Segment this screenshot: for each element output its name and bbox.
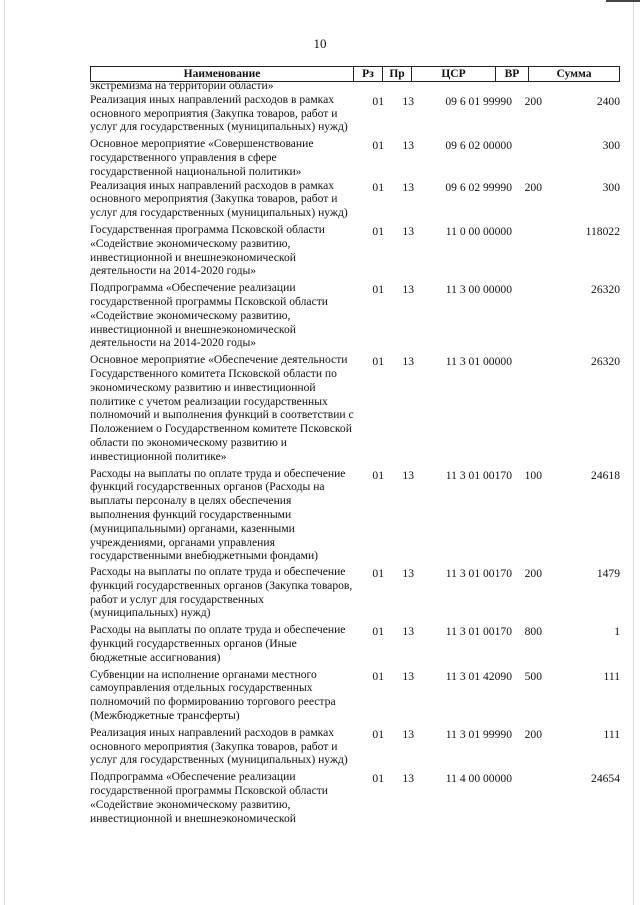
table-row [90, 79, 620, 93]
row-name: Расходы на выплаты по оплате труда и обеспечение функций государственных органов (Закупка товаров, работ и услуг для государственных (муниципальных) нужд) [90, 565, 353, 620]
row-pr: 13 [402, 468, 414, 482]
row-name: Основное мероприятие «Совершенствование государственного управления в сфере государственной национальной политики» [90, 137, 314, 178]
row-vr: 200 [524, 567, 542, 581]
row-pr: 13 [402, 180, 414, 194]
row-name: Государственная программа Псковской области «Содействие экономическому развитию, инвестиционной и внешнеэкономической деятельности на 2014-2020 годы» [90, 222, 325, 278]
table-body [90, 79, 620, 825]
row-sum: 24654 [591, 772, 620, 786]
table-row [90, 223, 620, 278]
scan-mark [606, 0, 640, 2]
row-vr: 200 [524, 727, 542, 741]
row-rz [354, 79, 384, 93]
row-sum: 1479 [596, 567, 620, 581]
row-sum: 1 [614, 625, 620, 639]
row-pr: 13 [402, 669, 414, 683]
header-pr: Пр [383, 67, 412, 81]
row-name: Подпрограмма «Обеспечение реализации государственной программы Псковской области «Содействие экономическому развитию, инвестиционной и внешнеэкономической деятельности на 2014-2020 годы» [90, 281, 328, 350]
row-sum: 118022 [585, 224, 620, 238]
page-number: 10 [313, 36, 327, 51]
table-row [90, 353, 620, 463]
row-csr: 09 6 02 00000 [445, 139, 512, 153]
row-rz: 01 [372, 727, 384, 741]
row-pr: 13 [402, 283, 414, 297]
row-rz: 01 [372, 94, 384, 108]
table-row [90, 623, 620, 664]
header-rz: Рз [354, 67, 383, 81]
row-csr [414, 79, 512, 93]
row-sum: 26320 [591, 283, 620, 297]
row-vr [512, 353, 542, 463]
row-pr: 13 [402, 772, 414, 786]
row-rz: 01 [372, 567, 384, 581]
row-name: Реализация иных направлений расходов в рамках основного мероприятия (Закупка товаров, работ и услуг для государственных (муниципальных) нужд) [90, 178, 348, 220]
table-row [90, 726, 620, 767]
row-csr: 11 3 00 00000 [445, 283, 512, 297]
row-sum: 2400 [596, 94, 620, 108]
scan-left-edge [4, 0, 5, 905]
row-vr: 100 [524, 468, 542, 482]
row-pr: 13 [402, 355, 414, 369]
table-row [90, 770, 620, 825]
row-rz: 01 [372, 772, 384, 786]
row-vr: 200 [524, 180, 542, 194]
row-vr: 200 [524, 94, 542, 108]
row-sum: 111 [603, 727, 620, 741]
header-vr: ВР [496, 67, 529, 81]
table-row [90, 281, 620, 350]
row-vr [512, 137, 542, 178]
row-vr [512, 281, 542, 350]
row-sum: 300 [602, 180, 620, 194]
table-row [90, 93, 620, 134]
header-sum: Сумма [556, 68, 592, 80]
row-rz: 01 [372, 224, 384, 238]
row-name: Расходы на выплаты по оплате труда и обеспечение функций государственных органов (Иные бюджетные ассигнования) [90, 623, 346, 664]
row-pr: 13 [402, 727, 414, 741]
row-name: Субвенции на исполнение органами местного самоуправления отдельных государственных полномочий по формированию торгового реестра (Межбюджетные трансферты) [90, 667, 336, 723]
row-sum: 26320 [591, 355, 620, 369]
row-csr: 11 3 01 00170 [445, 625, 512, 639]
row-pr: 13 [402, 94, 414, 108]
row-csr: 11 3 01 00000 [445, 355, 512, 369]
row-pr: 13 [402, 224, 414, 238]
row-name: Подпрограмма «Обеспечение реализации государственной программы Псковской области «Содействие экономическому развитию, инвестиционной и внешнеэкономической [90, 770, 328, 825]
row-pr: 13 [402, 139, 414, 153]
row-pr: 13 [402, 567, 414, 581]
scan-right-edge [633, 0, 634, 905]
row-rz: 01 [372, 669, 384, 683]
row-pr [384, 79, 414, 93]
row-name: Основное мероприятие «Обеспечение деятельности Государственного комитета Псковской области по экономическому развитию и инвестиционной политике с учетом реализации государственных полномочий и выполнения функций в соответствии с Положением о Государственном комитете Псковской области по экономическому развитию и инвестиционной политике» [90, 353, 354, 463]
row-vr [512, 79, 542, 93]
row-name: Реализация иных направлений расходов в рамках основного мероприятия (Закупка товаров, работ и услуг для государственных (муниципальных) нужд) [90, 725, 348, 767]
row-vr: 500 [524, 669, 542, 683]
row-rz: 01 [372, 355, 384, 369]
table-row [90, 137, 620, 178]
row-pr: 13 [402, 625, 414, 639]
table-row [90, 467, 620, 564]
row-vr [512, 223, 542, 278]
row-sum: 111 [603, 669, 620, 683]
row-name: Реализация иных направлений расходов в рамках основного мероприятия (Закупка товаров, работ и услуг для государственных (муниципальных) нужд) [90, 92, 348, 134]
row-csr: 11 3 01 00170 [445, 567, 512, 581]
row-vr: 800 [524, 625, 542, 639]
row-name: экстремизма на территории области» [90, 79, 274, 92]
row-rz: 01 [372, 468, 384, 482]
row-csr: 11 3 01 42090 [445, 669, 512, 683]
row-csr: 09 6 01 99990 [445, 94, 512, 108]
row-rz: 01 [372, 625, 384, 639]
row-rz: 01 [372, 180, 384, 194]
header-name: Наименование [91, 67, 354, 81]
row-sum [542, 79, 620, 93]
row-rz: 01 [372, 283, 384, 297]
table-row [90, 668, 620, 723]
table-row [90, 179, 620, 220]
row-csr: 11 4 00 00000 [445, 772, 512, 786]
row-sum: 24618 [591, 468, 620, 482]
row-csr: 11 3 01 99990 [445, 727, 512, 741]
row-rz: 01 [372, 139, 384, 153]
row-name: Расходы на выплаты по оплате труда и обеспечение функций государственных органов (Расходы на выплаты персоналу в целях обеспечения выполнения функций государственными (муниципальными) органами, казенными учреждениями, органами управления государственными внебюджетными фондами) [90, 466, 346, 563]
row-csr: 09 6 02 99990 [445, 180, 512, 194]
row-sum: 300 [602, 139, 620, 153]
row-vr [512, 770, 542, 825]
row-csr: 11 0 00 00000 [445, 224, 512, 238]
table-row [90, 565, 620, 620]
header-csr: ЦСР [412, 67, 496, 81]
row-csr: 11 3 01 00170 [445, 468, 512, 482]
